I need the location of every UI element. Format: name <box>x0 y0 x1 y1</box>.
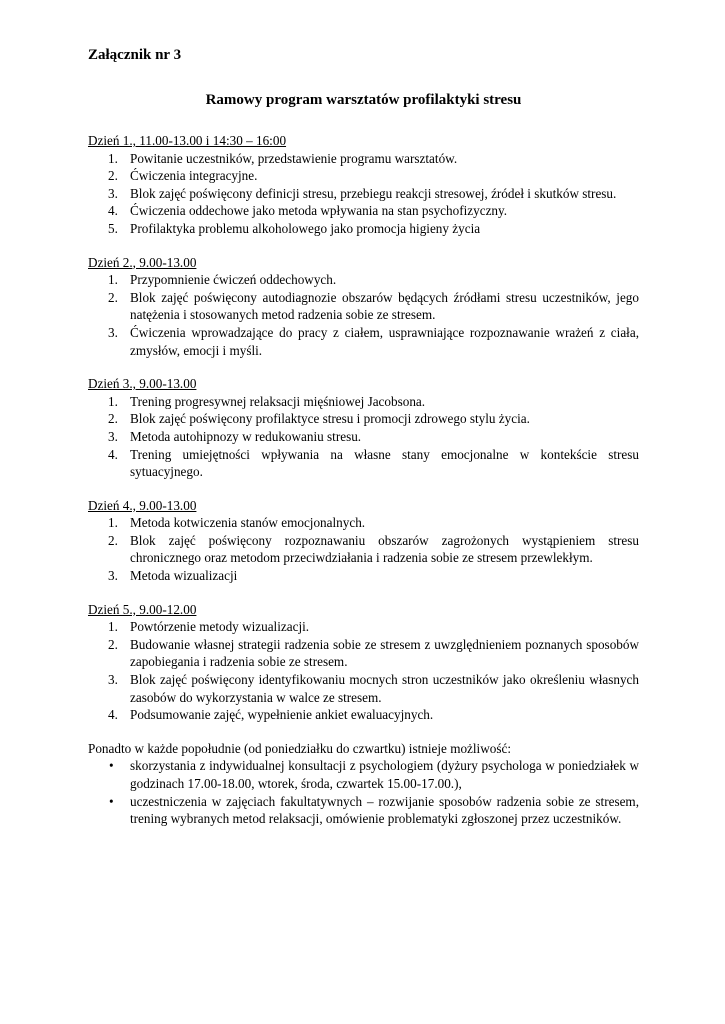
list-item <box>88 324 639 359</box>
item-text: Metoda wizualizacji <box>130 568 238 584</box>
list-item <box>88 636 639 671</box>
day-section <box>88 601 639 724</box>
list-item <box>88 618 639 636</box>
item-text: Profilaktyka problemu alkoholowego jako promocja higieny życia <box>130 220 481 236</box>
item-number: 1. <box>108 272 118 288</box>
item-text: Podsumowanie zajęć, wypełnienie ankiet ewaluacyjnych. <box>130 707 434 723</box>
list-item <box>88 706 639 724</box>
list-item <box>88 150 639 168</box>
bullet-icon: • <box>109 758 114 774</box>
item-number: 3. <box>108 428 118 444</box>
item-text: Blok zajęć poświęcony autodiagnozie obszarów będących źródłami stresu uczestników, jego natężenia i stosowanych metod radzenia sobie ze stresem. <box>130 289 639 323</box>
list-item <box>88 446 639 481</box>
item-number: 2. <box>108 636 118 652</box>
list-item <box>88 793 639 828</box>
program-days <box>88 132 639 724</box>
list-item <box>88 202 639 220</box>
list-item <box>88 185 639 203</box>
item-text: Trening umiejętności wpływania na własne stany emocjonalne w kontekście stresu sytuacyjnego. <box>130 446 639 480</box>
item-number: 3. <box>108 568 118 584</box>
day-items-list <box>88 393 639 481</box>
item-text: Blok zajęć poświęcony definicji stresu, przebiegu reakcji stresowej, źródeł i skutków stresu. <box>130 185 617 201</box>
item-number: 2. <box>108 168 118 184</box>
day-heading: Dzień 4., 9.00-13.00 <box>88 497 197 513</box>
item-text: uczestniczenia w zajęciach fakultatywnych – rozwijanie sposobów radzenia sobie ze stresem, trening wybranych metod relaksacji, omówienie problematyki zgłoszonej przez uczestników. <box>130 793 639 827</box>
item-number: 2. <box>108 289 118 305</box>
list-item <box>88 220 639 238</box>
bullet-icon: • <box>109 793 114 809</box>
item-number: 3. <box>108 185 118 201</box>
item-text: Przypomnienie ćwiczeń oddechowych. <box>130 272 337 288</box>
item-number: 1. <box>108 150 118 166</box>
list-item <box>88 393 639 411</box>
item-text: Powtórzenie metody wizualizacji. <box>130 619 310 635</box>
list-item <box>88 567 639 585</box>
annex-label: Załącznik nr 3 <box>88 47 182 63</box>
day-heading: Dzień 2., 9.00-13.00 <box>88 254 197 270</box>
day-heading: Dzień 5., 9.00-12.00 <box>88 601 197 617</box>
item-text: Powitanie uczestników, przedstawienie programu warsztatów. <box>130 150 458 166</box>
day-items-list <box>88 514 639 584</box>
day-section <box>88 375 639 481</box>
item-number: 1. <box>108 393 118 409</box>
document-title: Ramowy program warsztatów profilaktyki stresu <box>205 92 522 108</box>
item-number: 4. <box>108 203 118 219</box>
item-text: Blok zajęć poświęcony identyfikowaniu mocnych stron uczestników jako określeniu własnych zasobów do wykorzystania w walce ze stresem. <box>130 672 639 705</box>
item-text: Budowanie własnej strategii radzenia sobie ze stresem z uwzględnieniem poznanych sposobów zapobiegania i radzenia sobie ze stresem. <box>130 636 639 670</box>
list-item <box>88 514 639 532</box>
item-text: Trening progresywnej relaksacji mięśniowej Jacobsona. <box>130 393 426 409</box>
item-number: 2. <box>108 411 118 427</box>
day-heading: Dzień 1., 11.00-13.00 i 14:30 – 16:00 <box>88 133 287 148</box>
list-item <box>88 410 639 428</box>
day-section <box>88 254 639 360</box>
afternoon-intro: Ponadto w każde popołudnie (od poniedziałku do czwartku) istnieje możliwość: <box>88 740 511 756</box>
list-item <box>88 532 639 567</box>
list-item <box>88 271 639 289</box>
afternoon-options-list <box>88 757 639 827</box>
day-heading: Dzień 3., 9.00-13.00 <box>88 376 197 392</box>
item-text: Metoda autohipnozy w redukowaniu stresu. <box>130 428 362 444</box>
list-item <box>88 428 639 446</box>
day-section <box>88 497 639 585</box>
item-text: Blok zajęć poświęcony rozpoznawaniu obszarów zagrożonych wystąpieniem stresu chronicznego oraz metodom przeciwdziałania i radzenia sobie ze stresem przewlekłym. <box>130 532 639 566</box>
item-number: 1. <box>108 619 118 635</box>
item-number: 2. <box>108 532 118 548</box>
list-item <box>88 671 639 706</box>
item-text: Ćwiczenia integracyjne. <box>130 168 258 184</box>
item-number: 3. <box>108 672 118 688</box>
item-number: 3. <box>108 324 118 340</box>
item-text: skorzystania z indywidualnej konsultacji z psychologiem (dyżury psychologa w poniedziałek w godzinach 17.00-18.00, wtorek, środa, czwartek 15.00-17.00.), <box>130 758 639 791</box>
day-items-list <box>88 150 639 238</box>
item-number: 4. <box>108 707 118 723</box>
day-section <box>88 132 639 238</box>
list-item <box>88 757 639 792</box>
item-text: Ćwiczenia wprowadzające do pracy z ciałem, usprawniające rozpoznawanie wrażeń z ciała, zmysłów, emocji i myśli. <box>130 324 639 358</box>
item-text: Ćwiczenia oddechowe jako metoda wpływania na stan psychofizyczny. <box>130 203 508 219</box>
item-number: 4. <box>108 446 118 462</box>
item-number: 1. <box>108 515 118 531</box>
item-text: Blok zajęć poświęcony profilaktyce stresu i promocji zdrowego stylu życia. <box>130 411 530 427</box>
item-number: 5. <box>108 220 118 236</box>
day-items-list <box>88 271 639 359</box>
list-item <box>88 167 639 185</box>
item-text: Metoda kotwiczenia stanów emocjonalnych. <box>130 515 366 531</box>
list-item <box>88 289 639 324</box>
day-items-list <box>88 618 639 724</box>
